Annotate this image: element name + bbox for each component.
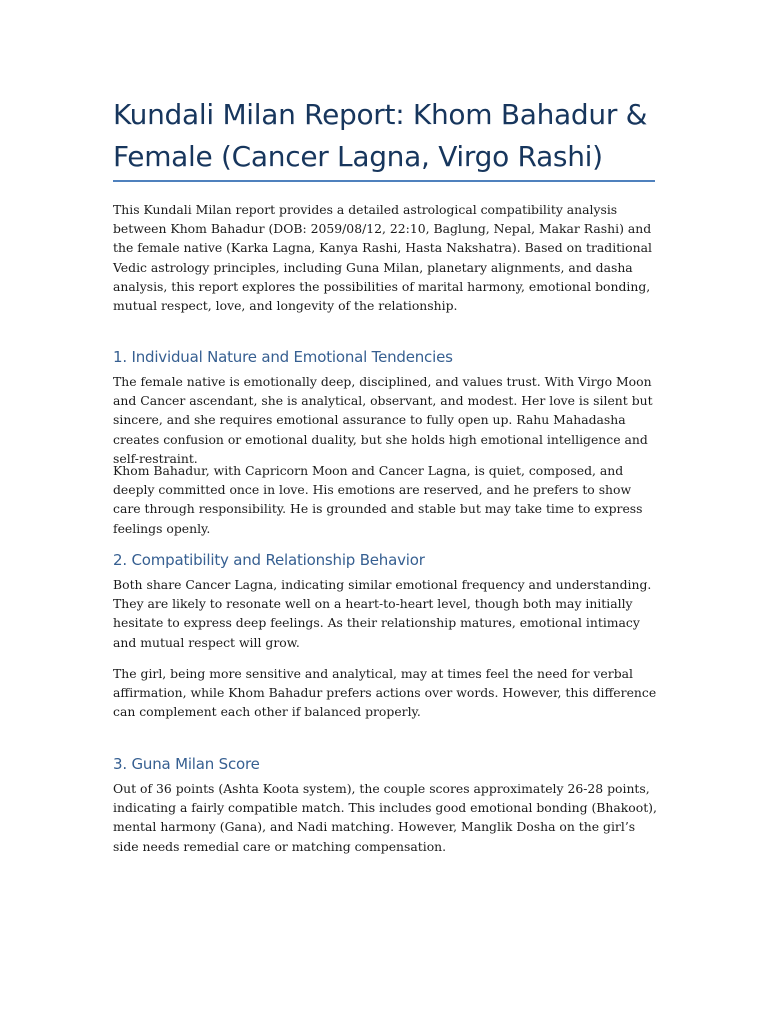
section-heading-compatibility: 2. Compatibility and Relationship Behavior [113, 551, 425, 569]
intro-paragraph: This Kundali Milan report provides a detailed astrological compatibility analysis between Khom Bahadur (DOB: 2059/08/12, 22:10, Baglung, Nepal, Makar Rashi) and the female native (Karka Lagna, Kanya Rashi, Hasta Nakshatra). Based on traditional Vedic astrology principles, including Guna Milan, planetary alignments, and dasha analysis, this report explores the possibilities of marital harmony, emotional bonding, mutual respect, love, and longevity of the relationship. [113, 202, 652, 314]
title-underline [113, 180, 655, 182]
section-heading-guna-milan: 3. Guna Milan Score [113, 755, 260, 773]
section-3-paragraph-1: Out of 36 points (Ashta Koota system), the couple scores approximately 26-28 points, indicating a fairly compatible match. This includes good emotional bonding (Bhakoot), mental harmony (Gana), and Nadi matching. However, Manglik Dosha on the girl’s side needs remedial care or matching compensation. [113, 781, 657, 854]
section-2-paragraph-2: The girl, being more sensitive and analytical, may at times feel the need for verbal affirmation, while Khom Bahadur prefers actions over words. However, this difference can complement each other if balanced properly. [113, 666, 657, 720]
section-1-paragraph-1: The female native is emotionally deep, disciplined, and values trust. With Virgo Moon and Cancer ascendant, she is analytical, observant, and modest. Her love is silent but sincere, and she requires emotional assurance to fully open up. Rahu Mahadasha creates confusion or emotional duality, but she holds high emotional intelligence and self-restraint. [113, 374, 653, 466]
section-heading-individual-nature: 1. Individual Nature and Emotional Tendencies [113, 348, 453, 366]
section-1-paragraph-2: Khom Bahadur, with Capricorn Moon and Cancer Lagna, is quiet, composed, and deeply committed once in love. His emotions are reserved, and he prefers to show care through responsibility. He is grounded and stable but may take time to express feelings openly. [113, 463, 643, 536]
document-title: Kundali Milan Report: Khom Bahadur & Female (Cancer Lagna, Virgo Rashi) [113, 98, 648, 173]
section-2-paragraph-1: Both share Cancer Lagna, indicating similar emotional frequency and understanding. They are likely to resonate well on a heart-to-heart level, though both may initially hesitate to express deep feelings. As their relationship matures, emotional intimacy and mutual respect will grow. [113, 577, 652, 650]
